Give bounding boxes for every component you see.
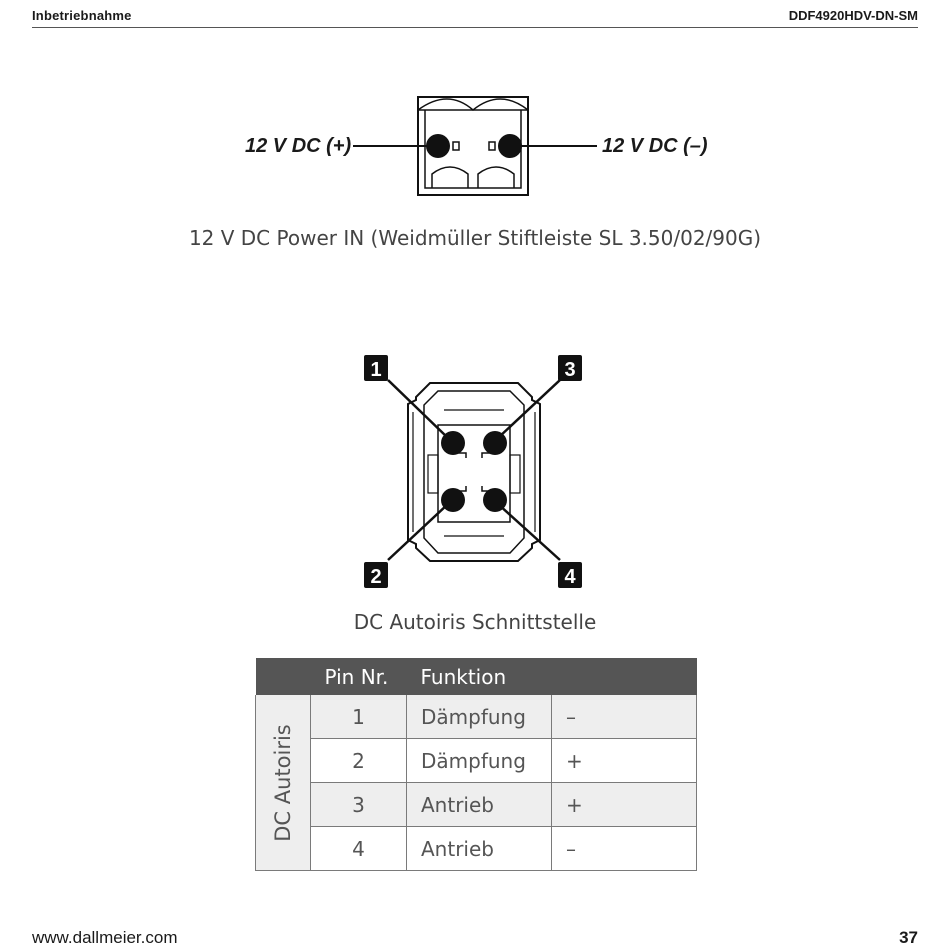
table-row [256, 783, 697, 827]
table-header-row [256, 658, 697, 695]
pin-cell: 2 [311, 739, 407, 783]
autoiris-caption: DC Autoiris Schnittstelle [353, 610, 597, 634]
badge-1: 1 [370, 359, 382, 381]
header-pin: Pin Nr. [311, 658, 407, 695]
power-minus-label: 12 V DC (–) [602, 135, 708, 157]
power-plus-label: 12 V DC (+) [245, 135, 352, 157]
autoiris-pin-1 [441, 431, 465, 455]
function-cell: Antrieb [407, 783, 552, 827]
group-label: DC Autoiris [271, 723, 295, 842]
page-number: 37 [899, 928, 918, 947]
pin-cell: 1 [311, 695, 407, 739]
header-group-cell [256, 658, 311, 695]
table-row [256, 695, 697, 739]
sign-cell: – [552, 827, 697, 871]
pin-cell: 4 [311, 827, 407, 871]
autoiris-pin-3 [483, 431, 507, 455]
header-sign [552, 658, 697, 695]
table-row [256, 827, 697, 871]
function-cell: Dämpfung [407, 739, 552, 783]
autoiris-pin-4 [483, 488, 507, 512]
table-row [256, 739, 697, 783]
power-connector-caption: 12 V DC Power IN (Weidmüller Stiftleiste SL 3.50/02/90G) [188, 226, 762, 250]
section-title: Inbetriebnahme [32, 8, 132, 23]
footer-website: www.dallmeier.com [32, 928, 178, 947]
function-cell: Antrieb [407, 827, 552, 871]
badge-3: 3 [564, 359, 576, 381]
sign-cell: + [552, 783, 697, 827]
group-cell [256, 695, 311, 871]
sign-cell: + [552, 739, 697, 783]
header-function: Funktion [407, 658, 552, 695]
model-name: DDF4920HDV-DN-SM [788, 8, 918, 23]
pin-cell: 3 [311, 783, 407, 827]
function-cell: Dämpfung [407, 695, 552, 739]
sign-cell: – [552, 695, 697, 739]
pin-table [255, 658, 697, 871]
badge-4: 4 [564, 566, 576, 588]
badge-2: 2 [370, 566, 382, 588]
autoiris-pin-2 [441, 488, 465, 512]
